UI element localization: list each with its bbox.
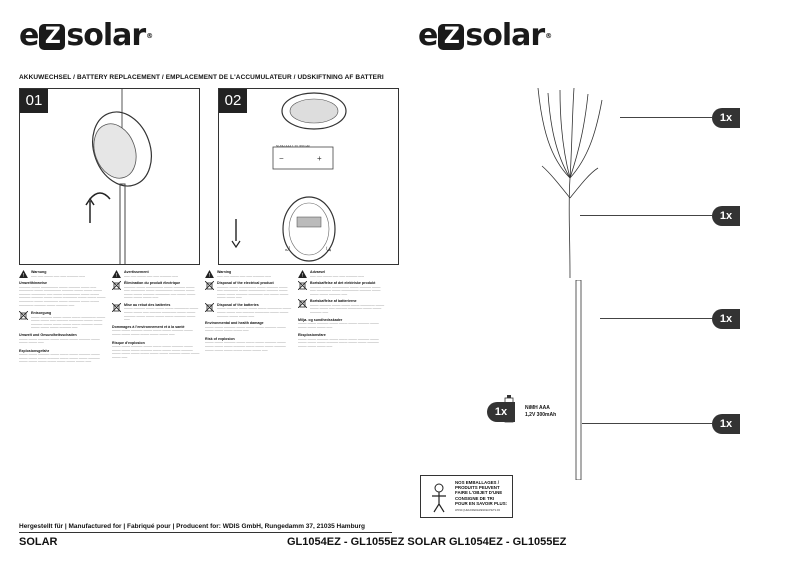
warning-triangle-icon [205, 270, 214, 278]
step-1-illustration [20, 89, 200, 265]
svg-text:!: ! [22, 273, 25, 278]
warning-row: ! Warnung —— —— ——— —— —— ———— —— [19, 270, 107, 278]
battery-spec: NiMH AAA 1,2V 300mAh [525, 405, 557, 418]
text-column-en: ! Warning —— —— ——— —— —— ———— —— Disposal of the electrical product ———— ——— —————— ——— ———— ——— —— ————— ——— —————— ———— ——— ——— ——— ———— ————— —— ——— ——— ——— ——— —— Disposal of the batteries ——— ———— ——— ——— ——— ————— ——— ——— ——— —— ———— ————— ——— ——— ———— ——— ——— —— Environmental and health damage ——— ——— ———— ——— ——— ——— ———— ——— ——— ——— ——— ——— —— Risk of explosion ——— ——— ———— ——— ——— ——— ———— ——— ——— ——— ——— ———— ——— ——— ——— ———— ——— ——— ——— ——— ——— ——— —— [205, 270, 292, 352]
leader-line [620, 117, 712, 118]
leader-line [582, 423, 712, 424]
footer-divider [19, 532, 392, 533]
warning-triangle-icon [112, 270, 121, 278]
svg-text:+: + [317, 154, 322, 163]
step-2-illustration [219, 89, 399, 265]
quantity-badge: 1x [712, 206, 740, 226]
text-column-da: ! Advarsel —— —— ——— —— —— ———— —— Bortskaffelse af det elektriske produkt ———— ——— —————— ——— ———— ——— —— ————— ——— —————— ———— ——— ——— ——— ———— —— Bortskaffelse af batterierne ——— ———— ——— ——— ——— ————— ——— ——— ——— —— ———— ————— ——— ——— ———— —— Miljø- og sundhedsskader ——— ——— ———— ——— ——— ——— ———— ——— ——— ——— ——— —— Eksplosionsfare ——— ——— ———— ——— ——— ——— ———— ——— ——— ——— ——— ———— ——— ——— ——— ———— ——— ——— ——— —— [298, 270, 385, 349]
crossed-bin-icon [112, 303, 121, 312]
svg-text:!: ! [115, 273, 118, 278]
step-number: 01 [20, 89, 48, 113]
svg-text:!: ! [208, 273, 211, 278]
footer-product-name: SOLAR [19, 536, 58, 548]
step-1-panel [19, 88, 200, 265]
stake-illustration [560, 280, 600, 480]
crossed-bin-icon [112, 281, 121, 290]
crossed-bin-icon [205, 303, 214, 312]
reed-ornament-illustration [530, 88, 610, 278]
crossed-bin-icon [298, 281, 307, 290]
warning-triangle-icon [298, 270, 307, 278]
svg-text:NI-MH AAA 1.2V 300mAh: NI-MH AAA 1.2V 300mAh [276, 144, 311, 148]
step-2-panel [218, 88, 399, 265]
svg-text:⤿: ⤿ [326, 247, 331, 253]
section-title: AKKUWECHSEL / BATTERY REPLACEMENT / EMPLACEMENT DE L'ACCUMULATEUR / UDSKIFTNING AF BATTERI [19, 74, 384, 81]
ezsolar-logo: e Z solar ® [418, 18, 552, 53]
svg-text:!: ! [301, 273, 304, 278]
quantity-badge: 1x [712, 108, 740, 128]
ezsolar-logo: e Z solar ® [19, 18, 153, 53]
quantity-badge: 1x [487, 402, 515, 422]
svg-text:−: − [279, 154, 284, 163]
leader-line [580, 215, 712, 216]
footer-model-numbers: GL1054EZ - GL1055EZ SOLAR GL1054EZ - GL1055EZ [287, 536, 567, 548]
warning-triangle-icon [19, 270, 28, 278]
recycling-info-box [420, 475, 513, 518]
text-column-fr: ! Avertissement —— —— ——— —— —— ———— —— Élimination du produit électrique ———— ——— —————— ——— ———— ——— —— ————— ——— —————— ———— ——— ——— ——— ———— ————— —— ——— ——— ——— ——— ——— —— Mise au rebut des batteries ——— ———— ——— ——— ——— ————— ——— ——— ——— —— ———— ————— ——— ——— ———— ——— ——— ——— ——— ———— ——— —— Dommages à l'environnement et à la santé ——— ——— ———— ——— ——— ——— ———— ——— ——— ——— ——— ——— ——— ——— —— Risque d'explosion ——— ——— ———— ——— ——— ——— ———— ——— ——— ——— ——— ———— ——— ——— ——— ———— ——— ——— ——— ——— ——— ——— ———— ——— ——— ——— —— [112, 270, 200, 359]
crossed-bin-icon [19, 311, 28, 320]
triman-recycling-icon [426, 480, 452, 514]
leader-line [600, 318, 712, 319]
quantity-badge: 1x [712, 414, 740, 434]
crossed-bin-icon [205, 281, 214, 290]
recycle-text: NOS EMBALLAGES / PRODUITS PEUVENT FAIRE L'OBJET D'UNE CONSIGNE DE TRI POUR EN SAVOIR PLUS: [455, 480, 508, 506]
step-number: 02 [219, 89, 247, 113]
quantity-badge: 1x [712, 309, 740, 329]
crossed-bin-icon [298, 299, 307, 308]
svg-text:⤾: ⤾ [285, 247, 290, 253]
recycle-website: WWW.QUEFAIREDEMESDECHETS.FR [455, 509, 501, 512]
text-column-de: ! Warnung —— —— ——— —— —— ———— —— Umwelthinweise ———— ——— —————— ——— ———— ——— —— ————— ——— —————— ———— ——— ——— ——— ———— ————— —— ——— —————— ——— ——— ———— ———— ——— ——— ————— ——— ——— ——— ————— ——— ————— ——— ———— ——— ——— ————— ———— ——— ———— —— Entsorgung ——— ———— ——— ——— ——— ————— ——— ——— ——— —— ———— ————— ——— ——— ———— ——— ——— ——— ——— ———— ——— ——— ——— ——— ———— —— Umwelt und Gesundheitsschaden ——— ——— ———— ——— ——— ——— ———— ——— ——— ——— —— Explosionsgefahr ——— ——— ———— ——— ——— ——— ———— ——— ——— ——— ——— ———— ——— ——— ——— ———— ——— ——— ——— ——— ——— ——— ——— —— [19, 270, 106, 364]
manufacturer-line: Hergestellt für | Manufactured for | Fabriqué pour | Producent for: WDIS GmbH, Rungedamm 37, 21035 Hamburg [19, 523, 366, 530]
